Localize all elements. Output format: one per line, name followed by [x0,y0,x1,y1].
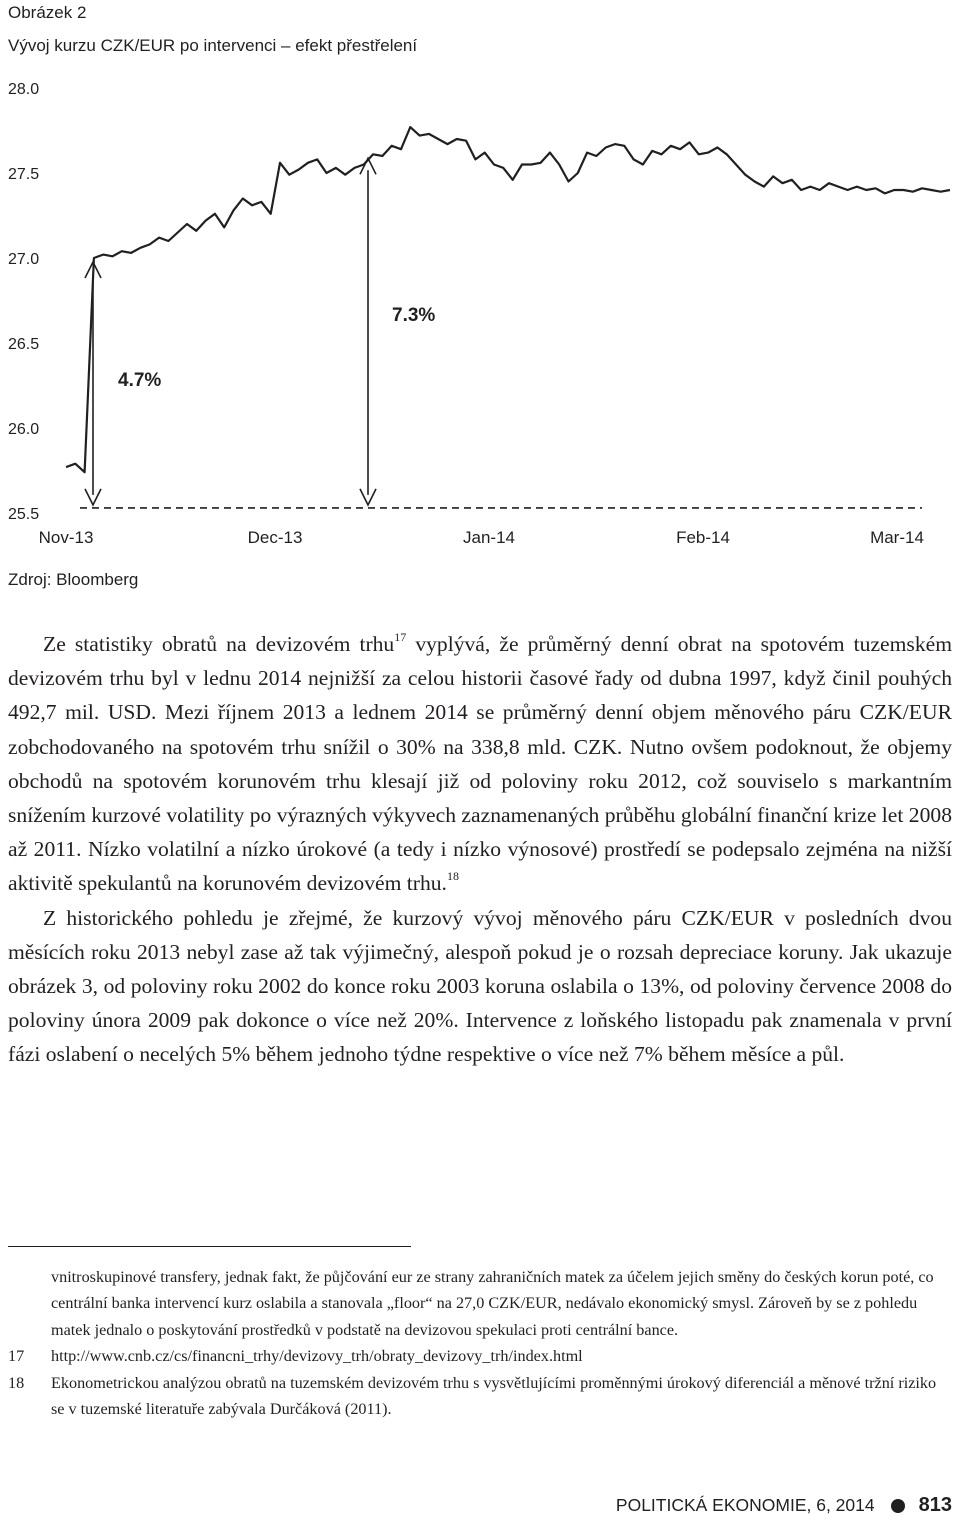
y-tick-label: 28.0 [8,81,40,98]
paragraph-1-part-b: vyplývá, že průměrný denní obrat na spotovém tuzemském devizovém trhu byl v lednu 2014 nejnižší za celou historii časové řady od dubna 1997, když činil pouhých 492,7 mil. USD. Mezi říjnem 2013 a lednem 2014 se průměrný denní objem měnového páru CZK/EUR zobchodovaného na spotovém trhu snížil o 30% na 338,8 mld. CZK. Nutno ovšem podoknout, že objemy obchodů na spotovém korunovém trhu klesají již od poloviny roku 2012, což souviselo s markantním snížením kurzové volatility po výrazných výkyvech zaznamenaných průběhu globální finanční krize let 2008 až 2011. Nízko volatilní a nízko úrokové (a tedy i nízko výnosové) prostředí se podepsalo zejména na nižší aktivitě spekulantů na korunovém devizovém trhu. [8,632,952,896]
czk-eur-series-line [66,127,950,472]
footnotes [8,1264,952,1422]
footnote-text: Ekonometrickou analýzou obratů na tuzemském devizovém trhu s vysvětlujícími proměnnými úrokový diferenciál a měnové tržní riziko se v tuzemské literatuře zabývala Durčáková (2011). [51,1373,937,1419]
x-tick-label: Jan-14 [463,528,515,547]
body-text [8,627,952,1072]
footnote-rule [8,1246,411,1247]
x-tick-label: Nov-13 [38,528,94,547]
x-tick-label: Dec-13 [247,528,303,547]
footnote-18 [8,1370,952,1423]
figure-source: Zdroj: Bloomberg [8,570,139,589]
footnote-continuation-text: vnitroskupinové transfery, jednak fakt, že půjčování eur ze strany zahraničních matek za účelem jejich směny do českých korun poté, co centrální banka intervencí kurz oslabila a stanovala „floor“ na 27,0 CZK/EUR, nedávalo ekonomický smysl. Zároveň by se z pohledu matek jednalo o poskytování prostředků v podstatě na devizovou spekulaci proti centrální bance. [51,1268,934,1339]
paragraph-1-part-a: Ze statistiky obratů na devizovém trhu [43,632,395,656]
figure-title: Vývoj kurzu CZK/EUR po intervenci – efekt přestřelení [8,36,418,55]
footnote-link[interactable]: http://www.cnb.cz/cs/financni_trhy/devizovy_trh/obraty_devizovy_trh/index.html [51,1347,583,1366]
footnote-17 [8,1343,952,1369]
y-tick-label: 26.5 [8,336,40,353]
bullet-dot-icon [891,1499,905,1513]
figure-label: Obrázek 2 [8,3,87,22]
y-tick-label: 27.5 [8,166,40,183]
journal-name: POLITICKÁ EKONOMIE, 6, 2014 [615,1495,875,1515]
y-tick-label: 25.5 [8,506,40,523]
y-tick-label: 26.0 [8,421,40,438]
annotation-label: 7.3% [392,305,436,326]
footnote-ref-17: 17 [394,629,407,644]
footnote-number: 18 [8,1373,25,1392]
paragraph-1 [8,627,952,901]
exchange-rate-chart [0,60,960,560]
y-tick-label: 27.0 [8,251,40,268]
footnote-number: 17 [8,1347,25,1366]
annotations [85,158,435,505]
footnote-continuation [8,1264,952,1343]
page-number: 813 [918,1494,952,1516]
y-axis [8,81,39,523]
paragraph-2: Z historického pohledu je zřejmé, že kurzový vývoj měnového páru CZK/EUR v posledních dvou měsících roku 2013 nebyl zase až tak výjimečný, alespoň pokud je o rozsah depreciace koruny. Jak ukazuje obrázek 3, od poloviny roku 2002 do konce roku 2003 koruna oslabila o 13%, od poloviny července 2008 do poloviny února 2009 pak dokonce o více než 20%. Intervence z loňského listopadu pak znamenala v první fázi oslabení o necelých 5% během jednoho týdne respektive o více než 7% během měsíce a půl. [8,905,952,1067]
x-tick-label: Mar-14 [870,528,924,547]
x-axis [39,528,924,547]
page-footer [616,1494,952,1517]
x-tick-label: Feb-14 [676,528,730,547]
annotation-label: 4.7% [118,370,162,391]
footnote-ref-18: 18 [446,869,459,884]
